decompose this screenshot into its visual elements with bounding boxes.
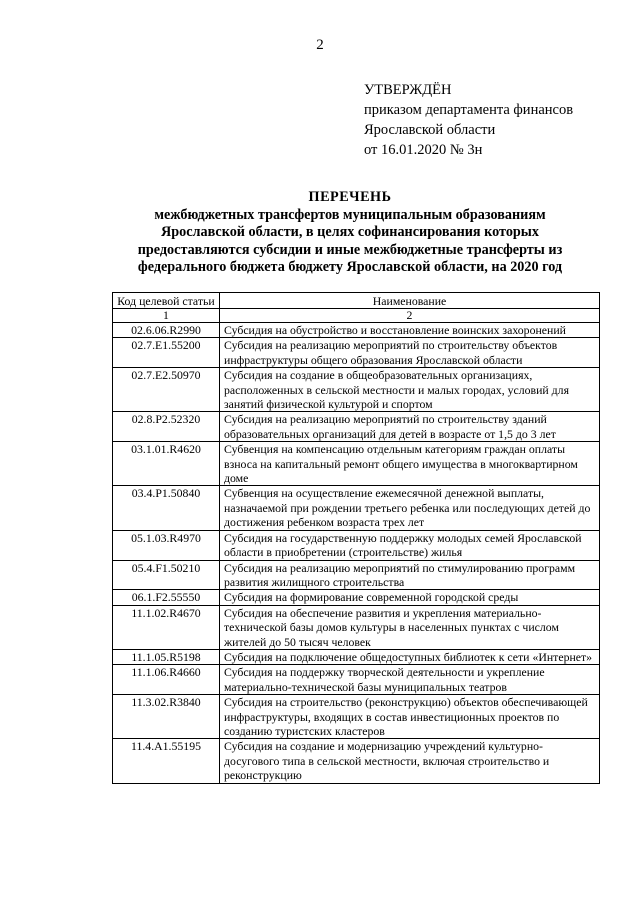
table-row [113,605,600,649]
table-row [113,695,600,739]
table-header-row [113,293,600,309]
transfer-name: Субсидия на формирование современной городской среды [220,590,600,605]
table-row [113,323,600,338]
title-line: предоставляются субсидии и иные межбюджетные трансферты из [137,241,563,258]
transfer-name: Субсидия на обустройство и восстановление воинских захоронений [220,323,600,338]
transfer-name: Субсидия на поддержку творческой деятельности и укрепление материально-технической базы муниципальных театров [220,665,600,695]
title-line: федерального бюджета бюджету Ярославской области, на 2020 год [137,259,563,275]
target-code: 02.7.E1.55200 [113,338,220,368]
approval-status: УТВЕРЖДЁН [364,82,452,98]
approval-region: Ярославской области [364,122,496,138]
table-row [113,338,600,368]
table-row [113,739,600,783]
table-row [113,412,600,442]
target-code: 11.1.06.R4660 [113,665,220,695]
column-number: 1 [113,309,220,323]
target-code: 05.1.03.R4970 [113,530,220,560]
target-code: 11.4.A1.55195 [113,739,220,783]
transfer-name: Субвенция на компенсацию отдельным категориям граждан оплаты взноса на капитальный ремонт общего имущества в многоквартирном доме [220,442,600,486]
table-row [113,665,600,695]
title-heading: ПЕРЕЧЕНЬ [308,189,392,205]
title-line: Ярославской области, в целях софинансирования которых [161,224,539,240]
table-row [113,486,600,530]
target-code: 02.6.06.R2990 [113,323,220,338]
target-code: 03.4.P1.50840 [113,486,220,530]
column-number: 2 [220,309,600,323]
target-code: 11.3.02.R3840 [113,695,220,739]
target-code: 06.1.F2.55550 [113,590,220,605]
transfer-name: Субсидия на реализацию мероприятий по стимулированию программ развития жилищного строительства [220,560,600,590]
transfer-name: Субсидия на подключение общедоступных библиотек к сети «Интернет» [220,649,600,664]
target-code: 02.7.E2.50970 [113,368,220,412]
transfers-table [112,292,600,784]
target-code: 05.4.F1.50210 [113,560,220,590]
header-code: Код целевой статьи [113,293,220,309]
transfer-name: Субвенция на осуществление ежемесячной денежной выплаты, назначаемой при рождении третьего ребенка или последующих детей до достижения ребенком возраста трех лет [220,486,600,530]
column-number-row [113,309,600,323]
transfer-name: Субсидия на создание и модернизацию учреждений культурно-досугового типа в сельской местности, включая строительство и реконструкцию [220,739,600,783]
target-code: 02.8.P2.52320 [113,412,220,442]
approval-date: от 16.01.2020 № 3н [364,142,483,158]
approval-block [364,80,573,160]
document-title [60,189,640,277]
approval-order: приказом департамента финансов [364,102,574,118]
transfer-name: Субсидия на строительство (реконструкцию) объектов обеспечивающей инфраструктуры, входящих в состав инвестиционных проектов по созданию туристских кластеров [220,695,600,739]
target-code: 11.1.05.R5198 [113,649,220,664]
target-code: 03.1.01.R4620 [113,442,220,486]
transfer-name: Субсидия на реализацию мероприятий по строительству объектов инфраструктуры общего образования Ярославской области [220,338,600,368]
transfer-name: Субсидия на создание в общеобразовательных организациях, расположенных в сельской местности и малых городах, условий для занятий физической культурой и спортом [220,368,600,412]
transfer-name: Субсидия на реализацию мероприятий по строительству зданий образовательных организаций для детей в возрасте от 1,5 до 3 лет [220,412,600,442]
table-row [113,442,600,486]
table-row [113,560,600,590]
target-code: 11.1.02.R4670 [113,605,220,649]
transfer-name: Субсидия на государственную поддержку молодых семей Ярославской области в приобретении (строительстве) жилья [220,530,600,560]
table-row [113,530,600,560]
header-name: Наименование [220,293,600,309]
table-row [113,590,600,605]
page-number: 2 [316,37,324,53]
table-row [113,368,600,412]
table-row [113,649,600,664]
transfer-name: Субсидия на обеспечение развития и укрепления материально-технической базы домов культуры в населенных пунктах с числом жителей до 50 тысяч человек [220,605,600,649]
title-line: межбюджетных трансфертов муниципальным образованиям [154,206,546,223]
